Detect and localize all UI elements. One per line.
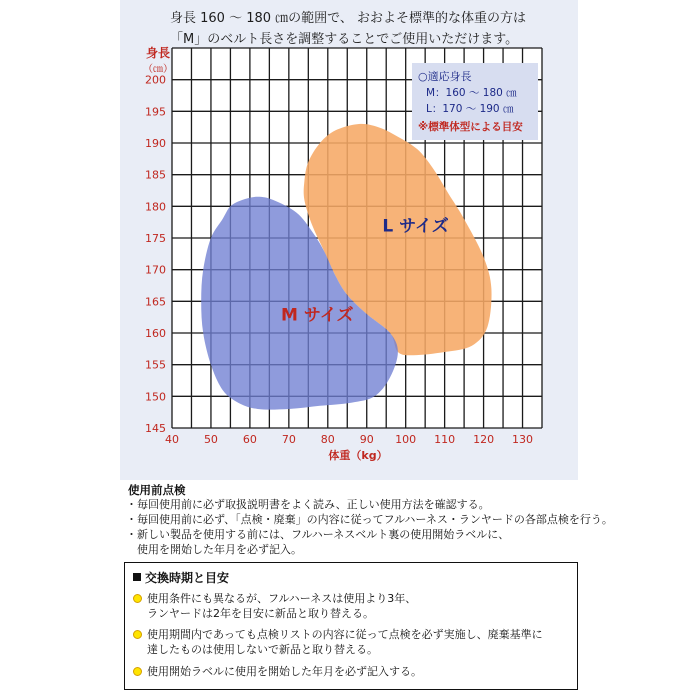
y-tick-label: 200: [145, 73, 166, 87]
legend-title: ○適応身長: [418, 70, 472, 83]
replacement-item-line: 使用開始ラベルに使用を開始した年月を必ず記入する。: [147, 665, 422, 678]
inspection-item: ・新しい製品を使用する前には、フルハーネスベルト裏の使用開始ラベルに、: [126, 528, 510, 541]
y-axis-unit: （㎝）: [143, 64, 173, 75]
replacement-item-line: ランヤードは2年を目安に新品と取り替える。: [147, 607, 374, 620]
y-tick-label: 175: [145, 232, 166, 245]
replacement-item-line: 使用条件にも異なるが、フルハーネスは使用より3年、: [147, 592, 417, 605]
x-tick-label: 130: [512, 433, 534, 446]
x-axis-title: 体重（kg）: [328, 449, 388, 462]
region-label-m: M サイズ: [281, 305, 354, 326]
yellow-dot-icon: [133, 667, 142, 676]
replacement-item: [133, 627, 543, 657]
legend-note: ※標準体型による目安: [418, 121, 523, 133]
y-tick-label: 155: [145, 358, 166, 372]
x-tick-label: 90: [359, 433, 374, 446]
inspection-item: ・毎回使用前に必ず取扱説明書をよく読み、正しい使用方法を確認する。: [126, 498, 490, 511]
y-tick-label: 190: [145, 137, 166, 150]
x-tick-label: 50: [203, 433, 218, 446]
y-tick-label: 170: [145, 263, 166, 277]
square-bullet-icon: [133, 573, 141, 581]
y-tick-label: 185: [145, 168, 166, 182]
intro-line-2: 「M」のベルト長さを調整することでご使用いただけます。: [170, 32, 519, 47]
x-tick-label: 40: [165, 433, 179, 446]
yellow-dot-icon: [133, 594, 142, 603]
region-label-l: L サイズ: [382, 216, 449, 237]
inspection-list: [126, 497, 613, 557]
y-axis-title: 身長: [145, 46, 171, 60]
intro-line-1: 身長 160 ～ 180 ㎝の範囲で、 おおよそ標準的な体重の方は: [170, 11, 527, 26]
inspection-item: 使用を開始した年月を必ず記入。: [126, 543, 302, 556]
y-tick-label: 160: [145, 327, 166, 340]
x-tick-label: 120: [473, 433, 495, 446]
replacement-box: [124, 562, 578, 690]
x-tick-label: 60: [242, 433, 257, 446]
x-tick-label: 80: [320, 433, 335, 446]
y-tick-label: 150: [145, 390, 166, 404]
y-tick-label: 145: [145, 422, 166, 435]
replacement-item: [133, 664, 422, 679]
replacement-item-line: 達したものは使用しないで新品と取り替える。: [147, 643, 378, 656]
yellow-dot-icon: [133, 630, 142, 639]
replacement-item-line: 使用期間内であっても点検リストの内容に従って点検を必ず実施し、廃棄基準に: [147, 628, 543, 641]
legend-line-l: L：170 ～ 190 ㎝: [426, 103, 514, 115]
inspection-title: 使用前点検: [128, 483, 186, 497]
y-tick-label: 165: [145, 295, 166, 309]
replacement-title-row: [133, 569, 229, 586]
x-tick-label: 110: [434, 433, 456, 446]
y-tick-label: 195: [145, 105, 166, 119]
legend-line-m: M：160 ～ 180 ㎝: [426, 87, 517, 99]
y-tick-label: 180: [145, 200, 166, 214]
replacement-title: 交換時期と目安: [145, 571, 230, 585]
x-tick-label: 100: [395, 433, 417, 446]
x-tick-label: 70: [281, 433, 296, 446]
inspection-item: ・毎回使用前に必ず、「点検・廃棄」の内容に従ってフルハーネス・ランヤードの各部点検を行う。: [126, 513, 613, 526]
replacement-item: [133, 591, 416, 621]
